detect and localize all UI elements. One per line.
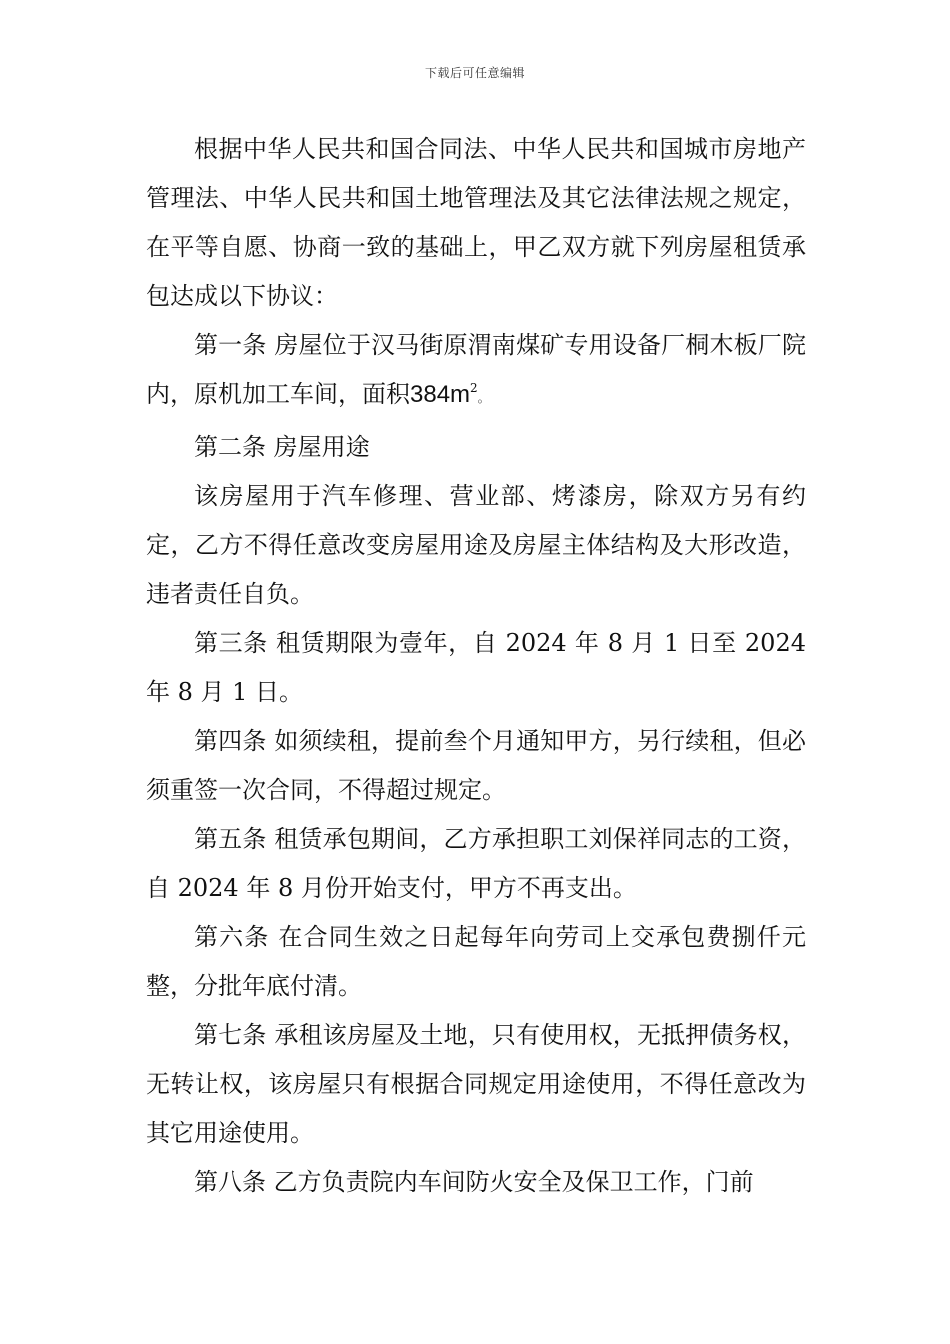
preamble-text: 根据中华人民共和国合同法、中华人民共和国城市房地产管理法、中华人民共和国土地管理法及其它法律法规之规定，在平等自愿、协商一致的基础上，甲乙双方就下列房屋租赁承包达成以下协议： [146,135,806,310]
article-3-text: 第三条 租赁期限为壹年，自 2024 年 8 月 1 日至 2024 年 8 月 1 日。 [146,629,806,706]
article-2-body-text: 该房屋用于汽车修理、营业部、烤漆房，除双方另有约定，乙方不得任意改变房屋用途及房屋主体结构及大形改造，违者责任自负。 [146,482,806,608]
article-7-paragraph [146,1011,806,1158]
article-7-text: 第七条 承租该房屋及土地，只有使用权，无抵押债务权，无转让权，该房屋只有根据合同规定用途使用，不得任意改为其它用途使用。 [146,1021,806,1147]
document-body [146,125,806,1207]
article-1-text: 第一条 房屋位于汉马街原渭南煤矿专用设备厂桐木板厂院内，原机加工车间，面积 [146,331,806,408]
area-end-punct: 。 [477,391,490,405]
article-8-text: 第八条 乙方负责院内车间防火安全及保卫工作，门前 [194,1168,754,1196]
article-8-paragraph [146,1158,806,1207]
article-6-paragraph [146,913,806,1011]
article-5-text: 第五条 租赁承包期间，乙方承担职工刘保祥同志的工资，自 2024 年 8 月份开始支付，甲方不再支出。 [146,825,806,902]
area-superscript: 2 [470,381,478,395]
article-6-text: 第六条 在合同生效之日起每年向劳司上交承包费捌仟元整，分批年底付清。 [146,923,806,1000]
article-2-body [146,472,806,619]
article-4-paragraph [146,717,806,815]
preamble-paragraph [146,125,806,321]
page-header: 下载后可任意编辑 [424,66,525,80]
article-3-paragraph [146,619,806,717]
article-2-heading [146,423,806,472]
article-5-paragraph [146,815,806,913]
area-value: 384m [410,381,471,408]
article-1-paragraph [146,321,806,423]
article-2-text: 第二条 房屋用途 [194,433,370,461]
article-4-text: 第四条 如须续租，提前叁个月通知甲方，另行续租，但必须重签一次合同，不得超过规定。 [146,727,806,804]
